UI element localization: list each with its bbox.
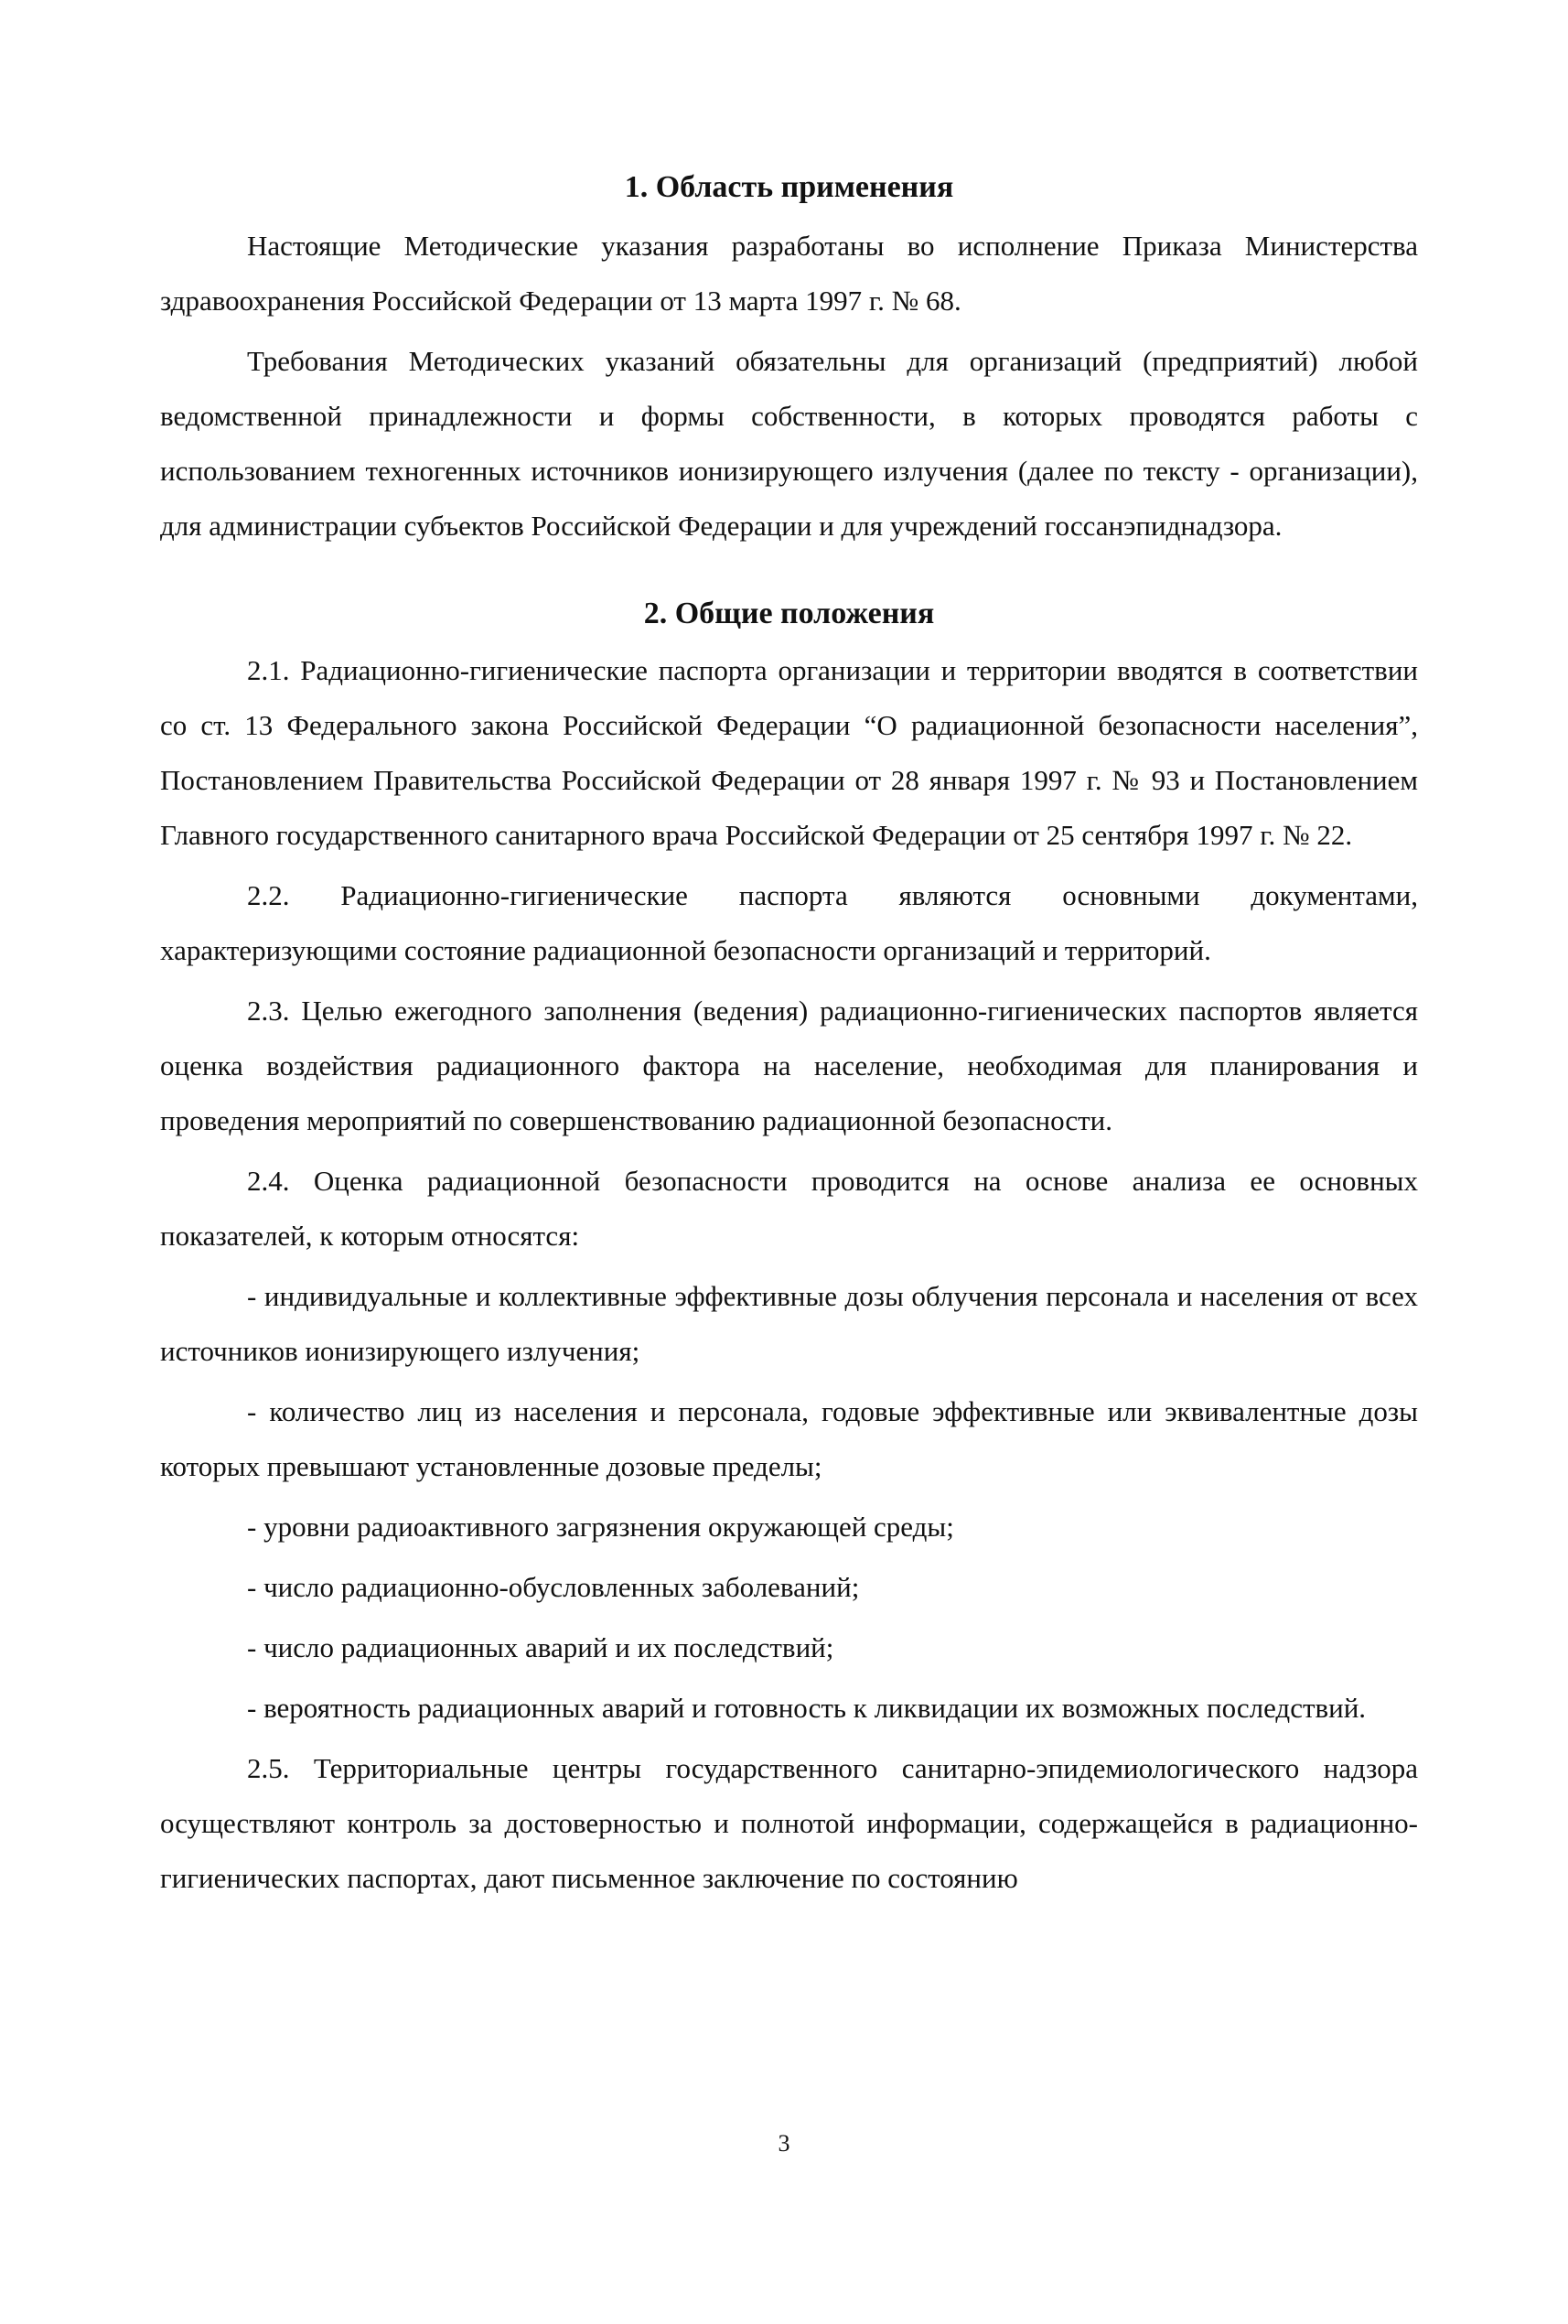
list-item: - число радиационных аварий и их последствий; <box>247 1631 834 1663</box>
list-item: - количество лиц из населения и персонала, годовые эффективные или эквивалентные дозы которых превышают установленные дозовые пределы; <box>160 1395 1418 1482</box>
paragraph-2-3: 2.3. Целью ежегодного заполнения (ведения) радиационно-гигиенических паспортов является оценка воздействия радиационного фактора на население, необходимая для планирования и проведения мероприятий по совершенствованию радиационной безопасности. <box>160 995 1418 1136</box>
paragraph-2-2: 2.2. Радиационно-гигиенические паспорта являются основными документами, характеризующими состояние радиационной безопасности организаций и территорий. <box>160 879 1418 966</box>
paragraph-2-1: 2.1. Радиационно-гигиенические паспорта организации и территории вводятся в соответствии со ст. 13 Федерального закона Российской Федерации “О радиационной безопасности населения”, Постановлением Правительства Российской Федерации от 28 января 1997 г. № 93 и Постановлением Главного государственного санитарного врача Российской Федерации от 25 сентября 1997 г. № 22. <box>160 654 1418 851</box>
list-item: - вероятность радиационных аварий и готовность к ликвидации их возможных последствий. <box>247 1692 1367 1724</box>
section-2-title: 2. Общие положения <box>643 597 935 630</box>
document-page <box>160 169 1418 1906</box>
section-1-paragraph-2: Требования Методических указаний обязательны для организаций (предприятий) любой ведомственной принадлежности и формы собственности, в которых проводятся работы с использованием техногенных источников ионизирующего излучения (далее по тексту - организации), для администрации субъектов Российской Федерации и для учреждений госсанэпиднадзора. <box>160 345 1418 542</box>
section-1-title: 1. Область применения <box>624 170 954 204</box>
paragraph-2-5: 2.5. Территориальные центры государственного санитарно-эпидемиологического надзора осуществляют контроль за достоверностью и полнотой информации, содержащейся в радиационно-гигиенических паспортах, дают письменное заключение по состоянию <box>160 1752 1418 1894</box>
paragraph-2-4: 2.4. Оценка радиационной безопасности проводится на основе анализа ее основных показателей, к которым относятся: <box>160 1165 1418 1252</box>
section-1-paragraph-1: Настоящие Методические указания разработаны во исполнение Приказа Министерства здравоохранения Российской Федерации от 13 марта 1997 г. № 68. <box>160 230 1418 317</box>
page-number: 3 <box>778 2130 790 2157</box>
list-item: - индивидуальные и коллективные эффективные дозы облучения персонала и населения от всех источников ионизирующего излучения; <box>160 1280 1418 1367</box>
list-item: - уровни радиоактивного загрязнения окружающей среды; <box>247 1511 954 1543</box>
list-item: - число радиационно-обусловленных заболеваний; <box>247 1571 860 1603</box>
